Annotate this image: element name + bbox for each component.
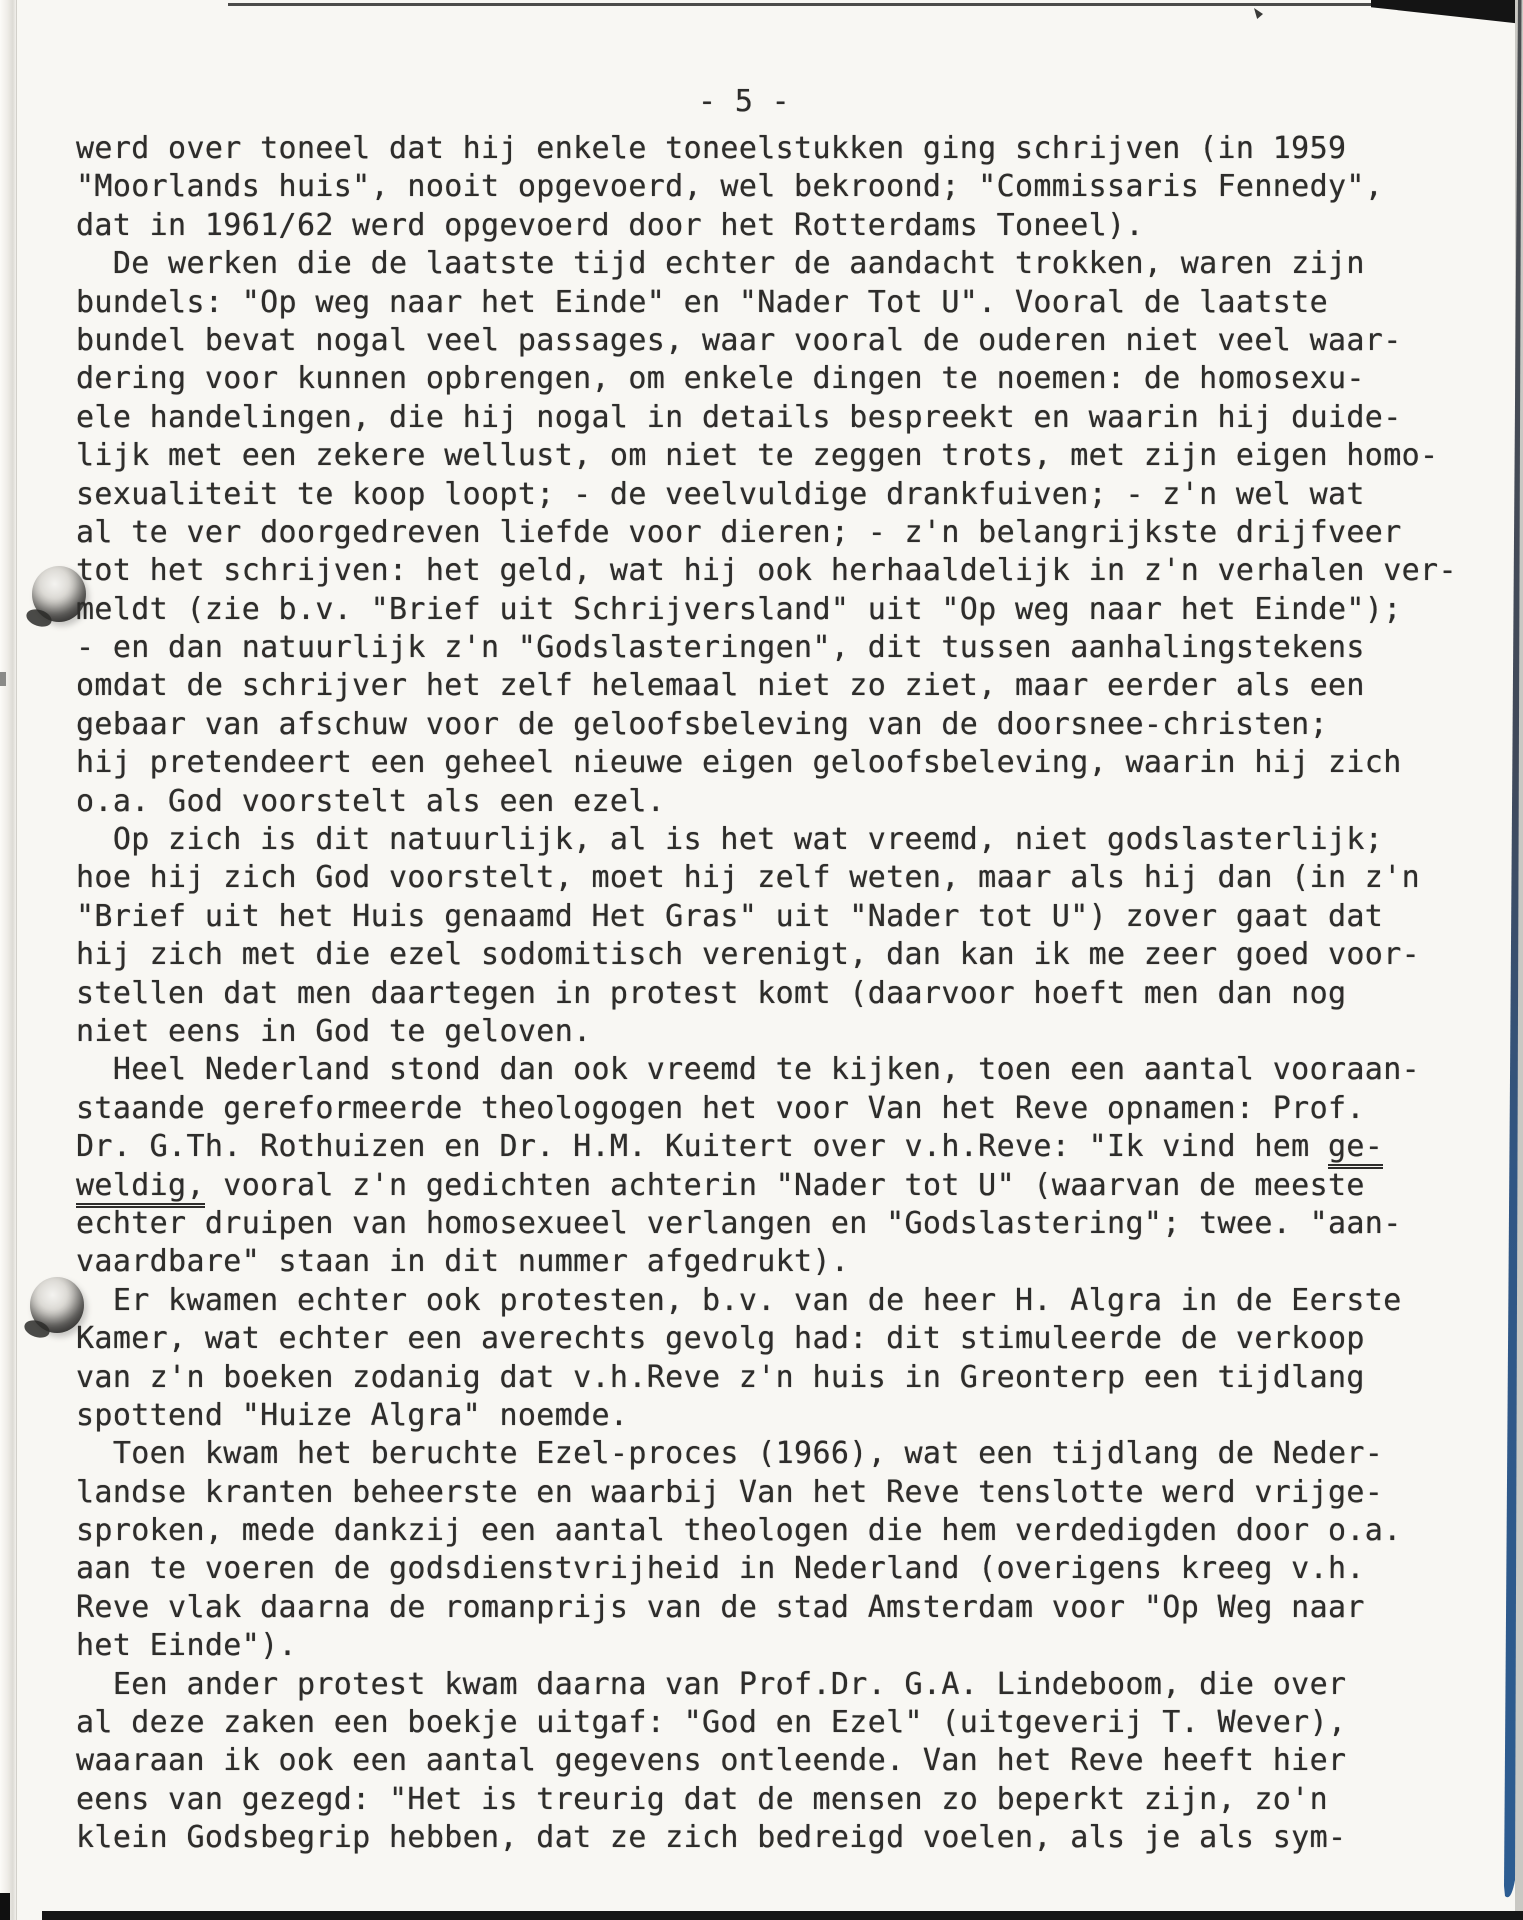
text-line: Kamer, wat echter een averechts gevolg had: dit stimuleerde de verkoop bbox=[76, 1321, 1365, 1357]
text-line: al deze zaken een boekje uitgaf: "God en Ezel" (uitgeverij T. Wever), bbox=[76, 1705, 1347, 1741]
text-line: klein Godsbegrip hebben, dat ze zich bedreigd voelen, als je als sym- bbox=[76, 1820, 1347, 1856]
text-line: "Moorlands huis", nooit opgevoerd, wel bekroond; "Commissaris Fennedy", bbox=[76, 169, 1384, 205]
text-line: landse kranten beheerste en waarbij Van het Reve tenslotte werd vrijge- bbox=[76, 1474, 1384, 1510]
text-line: Heel Nederland stond dan ook vreemd te kijken, toen een aantal vooraan- bbox=[76, 1052, 1421, 1088]
text-line: ele handelingen, die hij nogal in details bespreekt en waarin hij duide- bbox=[76, 399, 1402, 435]
text-line: "Brief uit het Huis genaamd Het Gras" uit "Nader tot U") zover gaat dat bbox=[76, 898, 1384, 934]
scan-bottom-left-notch bbox=[0, 1893, 10, 1920]
text-line: het Einde"). bbox=[76, 1628, 297, 1664]
text-line: sproken, mede dankzij een aantal theologen die hem verdedigden door o.a. bbox=[76, 1513, 1402, 1549]
scan-bottom-edge bbox=[42, 1911, 1523, 1920]
scan-left-edge bbox=[0, 0, 17, 1920]
text-line: hoe hij zich God voorstelt, moet hij zelf weten, maar als hij dan (in z'n bbox=[76, 860, 1421, 896]
text-line: Er kwamen echter ook protesten, b.v. van de heer H. Algra in de Eerste bbox=[76, 1282, 1402, 1318]
text-line: gebaar van afschuw voor de geloofsbeleving van de doorsnee-christen; bbox=[76, 706, 1328, 742]
text-line: eens van gezegd: "Het is treurig dat de mensen zo beperkt zijn, zo'n bbox=[76, 1781, 1328, 1817]
text-line: De werken die de laatste tijd echter de aandacht trokken, waren zijn bbox=[76, 246, 1365, 282]
text-line: bundel bevat nogal veel passages, waar vooral de ouderen niet veel waar- bbox=[76, 322, 1402, 358]
text-line: omdat de schrijver het zelf helemaal niet zo ziet, maar eerder als een bbox=[76, 668, 1365, 704]
text-line: niet eens in God te geloven. bbox=[76, 1013, 592, 1049]
text-line: Toen kwam het beruchte Ezel-proces (1966), wat een tijdlang de Neder- bbox=[76, 1436, 1384, 1472]
text-line: echter druipen van homosexueel verlangen en "Godslastering"; twee. "aan- bbox=[76, 1205, 1402, 1241]
text-line bbox=[76, 1128, 1496, 1166]
scan-left-mark bbox=[0, 672, 6, 686]
underlined-text: weldig, bbox=[76, 1168, 205, 1208]
text-line: werd over toneel dat hij enkele toneelstukken ging schrijven (in 1959 bbox=[76, 131, 1347, 166]
text-line: al te ver doorgedreven liefde voor dieren; - z'n belangrijkste drijfveer bbox=[76, 514, 1402, 550]
text-line: dat in 1961/62 werd opgevoerd door het Rotterdams Toneel). bbox=[76, 207, 1144, 243]
text-line: lijk met een zekere wellust, om niet te zeggen trots, met zijn eigen homo- bbox=[76, 438, 1439, 474]
scan-speck bbox=[1254, 8, 1263, 19]
text-block bbox=[76, 130, 1496, 1858]
text-segment: Dr. G.Th. Rothuizen en Dr. H.M. Kuitert over v.h.Reve: "Ik vind hem bbox=[76, 1129, 1328, 1165]
scan-top-edge-line bbox=[228, 3, 1388, 6]
text-line: bundels: "Op weg naar het Einde" en "Nader Tot U". Vooral de laatste bbox=[76, 284, 1328, 320]
text-line: Reve vlak daarna de romanprijs van de stad Amsterdam voor "Op Weg naar bbox=[76, 1589, 1365, 1625]
text-line: sexualiteit te koop loopt; - de veelvuldige drankfuiven; - z'n wel wat bbox=[76, 476, 1365, 512]
text-line: dering voor kunnen opbrengen, om enkele dingen te noemen: de homosexu- bbox=[76, 361, 1365, 397]
text-line: van z'n boeken zodanig dat v.h.Reve z'n huis in Greonterp een tijdlang bbox=[76, 1359, 1365, 1395]
text-line: spottend "Huize Algra" noemde. bbox=[76, 1397, 629, 1433]
page-number: - 5 - bbox=[698, 84, 791, 119]
text-line: aan te voeren de godsdienstvrijheid in Nederland (overigens kreeg v.h. bbox=[76, 1551, 1365, 1587]
text-line: vaardbare" staan in dit nummer afgedrukt). bbox=[76, 1244, 850, 1280]
text-line: - en dan natuurlijk z'n "Godslasteringen", dit tussen aanhalingstekens bbox=[76, 630, 1365, 666]
text-line: Een ander protest kwam daarna van Prof.Dr. G.A. Lindeboom, die over bbox=[76, 1666, 1347, 1702]
text-line: meldt (zie b.v. "Brief uit Schrijversland" uit "Op weg naar het Einde"); bbox=[76, 591, 1402, 627]
text-segment: vooral z'n gedichten achterin "Nader tot U" (waarvan de meeste bbox=[204, 1167, 1365, 1203]
text-line: Op zich is dit natuurlijk, al is het wat vreemd, niet godslasterlijk; bbox=[76, 822, 1384, 858]
text-line bbox=[76, 1167, 1496, 1205]
text-line: hij pretendeert een geheel nieuwe eigen geloofsbeleving, waarin hij zich bbox=[76, 745, 1402, 781]
text-line: staande gereformeerde theologogen het voor Van het Reve opnamen: Prof. bbox=[76, 1090, 1365, 1126]
text-line: tot het schrijven: het geld, wat hij ook herhaaldelijk in z'n verhalen ver- bbox=[76, 553, 1457, 589]
scan-top-right-shadow bbox=[1371, 0, 1523, 24]
text-line: hij zich met die ezel sodomitisch verenigt, dan kan ik me zeer goed voor- bbox=[76, 937, 1421, 973]
text-line: o.a. God voorstelt als een ezel. bbox=[76, 783, 666, 819]
scan-right-background bbox=[1515, 0, 1523, 1920]
underlined-text: ge- bbox=[1328, 1129, 1383, 1169]
text-line: stellen dat men daartegen in protest komt (daarvoor hoeft men dan nog bbox=[76, 975, 1347, 1011]
text-line: waaraan ik ook een aantal gegevens ontleende. Van het Reve heeft hier bbox=[76, 1743, 1347, 1779]
